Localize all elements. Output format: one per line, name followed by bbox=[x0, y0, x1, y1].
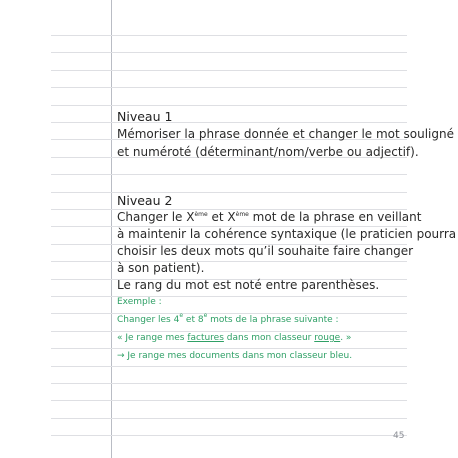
underlined-word-1: factures bbox=[187, 333, 224, 343]
niveau-2-line-1-part-3: mot de la phrase en veillant bbox=[248, 210, 422, 224]
niveau-2-line-3: choisir les deux mots qu’il souhaite faire changer bbox=[117, 244, 414, 258]
example-answer: → Je range mes documents dans mon classeur bleu. bbox=[117, 351, 353, 361]
example-sentence bbox=[117, 330, 351, 347]
example-sentence-part-1: « Je range mes bbox=[117, 333, 188, 343]
ruled-line bbox=[51, 261, 407, 262]
example-instruction-part-1: Changer les 4 bbox=[117, 315, 180, 325]
ruled-line bbox=[51, 105, 407, 106]
page-number: 45 bbox=[393, 431, 405, 441]
superscript-1: ème bbox=[194, 211, 208, 218]
underlined-word-2: rouge bbox=[314, 333, 341, 343]
example-sentence-part-2: dans mon classeur bbox=[223, 333, 315, 343]
ruled-line bbox=[51, 87, 407, 88]
ruled-line bbox=[51, 435, 407, 436]
niveau-2-line-1-part-2: et X bbox=[207, 210, 236, 224]
ruled-line bbox=[51, 366, 407, 367]
ruled-line bbox=[51, 174, 407, 175]
niveau-2-line-5: Le rang du mot est noté entre parenthèses. bbox=[117, 278, 380, 292]
superscript-e-2: e bbox=[203, 312, 208, 319]
ruled-line bbox=[51, 418, 407, 419]
ruled-line bbox=[51, 122, 407, 123]
example-label: Exemple : bbox=[117, 297, 162, 307]
niveau-1-line-2: et numéroté (déterminant/nom/verbe ou adjectif). bbox=[117, 145, 419, 159]
superscript-2: ème bbox=[235, 211, 249, 218]
niveau-2-line-2: à maintenir la cohérence syntaxique (le praticien pourra bbox=[117, 227, 457, 241]
ruled-line bbox=[51, 400, 407, 401]
ruled-line bbox=[51, 296, 407, 297]
niveau-2-title: Niveau 2 bbox=[117, 193, 173, 208]
ruled-line bbox=[51, 35, 407, 36]
niveau-2-line-1-part-1: Changer le X bbox=[117, 210, 195, 224]
example-instruction bbox=[117, 312, 339, 329]
niveau-2-line-4: à son patient). bbox=[117, 261, 205, 275]
niveau-1-title: Niveau 1 bbox=[117, 109, 173, 124]
ruled-line bbox=[51, 383, 407, 384]
example-instruction-part-3: mots de la phrase suivante : bbox=[207, 315, 339, 325]
example-sentence-part-3: . » bbox=[340, 333, 352, 343]
niveau-2-line-1 bbox=[117, 209, 421, 226]
ruled-line bbox=[51, 192, 407, 193]
superscript-e-1: e bbox=[179, 312, 184, 319]
example-instruction-part-2: et 8 bbox=[183, 315, 204, 325]
niveau-1-line-1: Mémoriser la phrase donnée et changer le mot souligné bbox=[117, 127, 454, 141]
margin-line bbox=[111, 0, 112, 458]
ruled-line bbox=[51, 52, 407, 53]
ruled-line bbox=[51, 70, 407, 71]
